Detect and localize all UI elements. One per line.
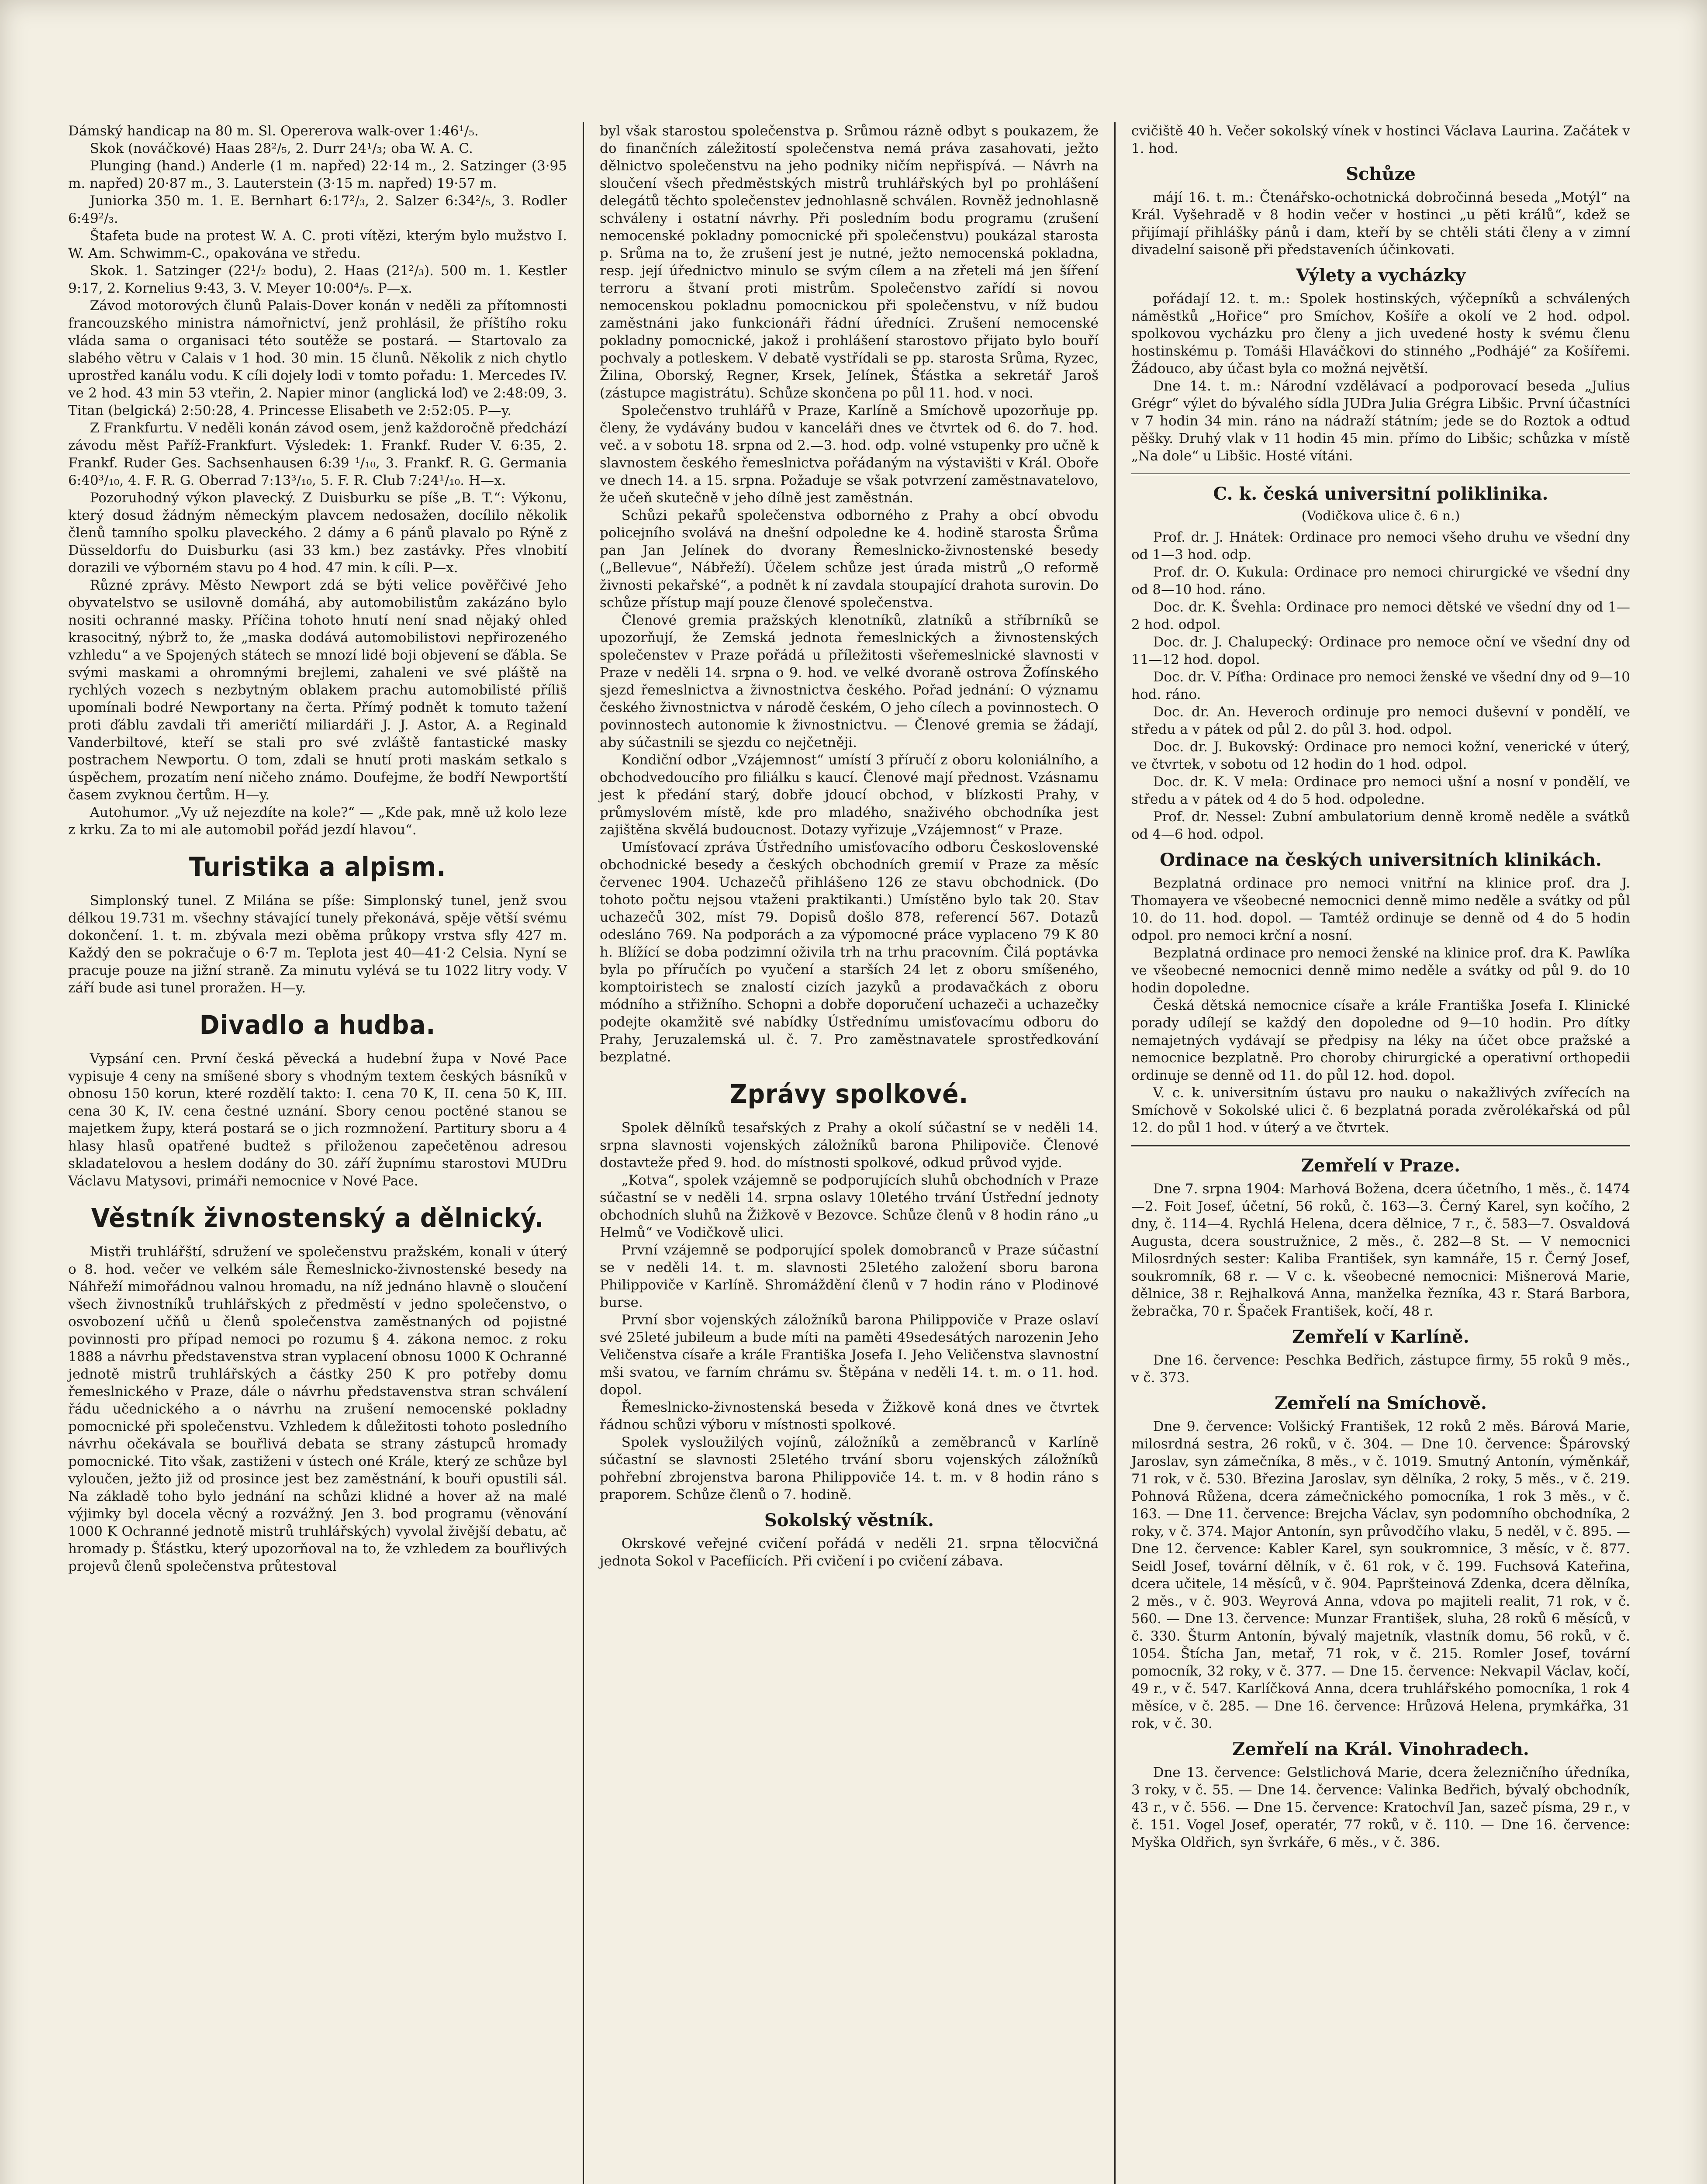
paragraph: Závod motorových člunů Palais-Dover konán v neděli za přítomnosti francouzského ministra námořnictví, jenž prohlásil, že příštího roku vláda sama o organisaci této soutěže se postará. — Startovalo za slabého větru v Calais v 1 hod. 30 min. 15 člunů. Několik z nich chytlo uprostřed kanálu vodu. K cíli dojely lodi v tomto pořadu: 1. Mercedes IV. ve 2 hod. 43 min 53 vteřin, 2. Napier minor (anglická loď) ve 2:48:09, 3. Titan (belgická) 2:50:28, 4. Princesse Elisabeth ve 2:52:05. P—y. (68, 298, 567, 418)
paragraph: Dne 7. srpna 1904: Marhová Božena, dcera účetního, 1 měs., č. 1474—2. Foit Josef, účetní, 56 roků, č. 163—3. Černý Karel, syn kočího, 2 dny, č. 114—4. Rychlá Helena, dcera dělnice, 7 r., č. 583—7. Osvaldová Augusta, dcera soustružnice, 2 měs., č. 282—8 St. — V nemocnici Milosrdných sester: Kaliba František, syn kamnáře, 15 r. Černý Josef, soukromník, 68 r. — V c. k. všeobecné nemocnici: Mišnerová Marie, dělnice, 38 r. Rejhalková Anna, manželka řezníka, 43 r. Stará Barbora, žebračka, 70 r. Špaček František, kočí, 48 r. (1131, 1181, 1630, 1319)
paragraph: Česká dětská nemocnice císaře a krále Františka Josefa I. Klinické porady udílejí se každý den dopoledne od 9—10 hodin. Pro dítky nemajetných vydávají se předpisy na léky na účet obce pražské a nemocnice bezplatně. Pro choroby chirurgické a operativní orthopedii ordinuje se denně od 11. do půl 12. hod. dopol. (1131, 998, 1630, 1083)
paragraph: Mistři truhlářští, sdružení ve společenstvu pražském, konali v úterý o 8. hod. večer ve velkém sále Řemeslnicko-živnostenské besedy na Náhřeží mimořádnou valnou hromadu, na níž jednáno hlavně o sloučení všech živnostníků truhlářských z předměstí v jedno společenstvo, o osvobození učňů u členů společenstva zaměstnaných od pojistné povinnosti pro případ nemoci po rozumu § 4. zákona nemoc. z roku 1888 a návrhu představenstva stran vyplacení obnosu 1000 K Ochranné jednotě mistrů truhlářských a částky 250 K pro potřeby domu řemeslnického v Praze, dále o návrhu představenstva stran schválení řádu učednického a o návrhu na zrušení nemocenské pokladny pomocnické při společenstvu. Vzhledem k důležitosti tohoto posledního návrhu očekávala se bouřlivá debata se strany zástupců hromady pomocnické. Tito však, zastiženi v ústech oné Krále, který ze schůze byl vyloučen, ježto již od prosince jest bez zaměstnání, k bouři opustili sál. Na základě toho bylo jednání na schůzi klidné a hover až na malé výjimky byl docela věcný a rozvážný. Jen 3. bod programu (věnování 1000 K Ochranné jednotě mistrů truhlářských) vyvolal živější debatu, ač hromady p. Šťástku, který upozorňoval na to, že vzhledem za bouřlivých projevů členů společenstva průtestoval (68, 1244, 567, 1574)
paragraph: Kondiční odbor „Vzájemnost“ umístí 3 příručí z oboru koloniálního, a obchodvedoucího pro filiálku s kaucí. Členové mají přednost. Vzásnamu jest k předání starý, dobře jdoucí obchod, v blízkosti Prahy, v průmyslovém místě, kde pro mladého, snaživého obchodníka jest zajištěna skvělá budoucnost. Dotazy vyřizuje „Vzájemnost“ v Praze. (600, 752, 1099, 838)
paragraph: První sbor vojenských záložníků barona Philippoviče v Praze oslaví své 25leté jubileum a bude míti na paměti 49sedesátých narozenin Jeho Veličenstva císaře a krále Františka Josefa I. Jeho Veličenstva slavnostní mši svatou, ve farním chrámu sv. Štěpána v neděli 14. t. m. o 11. hod. dopol. (600, 1312, 1099, 1398)
columns (52, 122, 1646, 2184)
paragraph: Dámský handicap na 80 m. Sl. Opererova walk-over 1:46¹/₅. (68, 123, 479, 139)
section-heading-tourism: Turistika a alpism. (189, 852, 446, 882)
paragraph: byl však starostou společenstva p. Srůmou rázně odbyt s poukazem, že do finančních záležitostí společenstva nemá práva zasahovati, ježto dělnictvo společenstvu na jeho podniky ničím nepřispívá. — Návrh na sloučení všech předměstských mistrů truhlářských byl po prohlášení delegátů těchto společenstev jednohlasně schválen. Rovněž jednohlasně schváleny i ostatní návrhy. Při posledním bodu programu (zrušení nemocenské pokladny pomocnické při společenstvu) poukázal starosta p. Srůma na to, že zrušení jest je nutné, ježto nemocenská pokladna, resp. její úřednictvo minulo se svým cílem a na zřeteli má jen šíření terroru a štvaní proti mistrům. Společenstvo zařídí si novou nemocenskou pokladnu pomocnickou při společenstvu, v níž budou zaměstnáni jako funkcionáři řádní úředníci. Zrušení nemocenské pokladny pomocnické, jakož i prohlášení starostovo přijato bylo bouří pochvaly a potleskem. V debatě vystřídali se pp. starosta Srůma, Ryzec, Žilina, Oborský, Regner, Krsek, Jelínek, Šťástka a sekretář Jaroš (zástupce magistrátu). Schůze skončena po půl 11. hod. v noci. (600, 123, 1099, 401)
paragraph: Společenstvo truhlářů v Praze, Karlíně a Smíchově upozorňuje pp. členy, že vydávány budou v kanceláři dnes ve čtvrtek od 6. do 7. hod. več. a v sobotu 18. srpna od 2.—3. hod. odp. volné vstupenky pro učně k slavnostem českého řemeslnictva pořádaným na výstavišti v Král. Oboře ve dnech 14. a 15. srpna. Požaduje se však potvrzení zaměstnavatelovo, že učeň skutečně v jeho dílně jest zaměstnán. (600, 403, 1099, 506)
paragraph: Juniorka 350 m. 1. E. Bernhart 6:17²/₃, 2. Salzer 6:34²/₅, 3. Rodler 6:49²/₃. (68, 193, 567, 226)
paragraph: Členové gremia pražských klenotníků, zlatníků a stříbrníků se upozorňují, že Zemská jednota řemeslnických a živnostenských společenstev v Praze pořádá u příležitosti všeřemeslnické slavnosti v Praze v neděli 14. srpna o 9. hod. ve velké dvoraně ostrova Žofínského sjezd řemeslnictva a živnostnictva českého. Pořad jednání: O významu českého živnostnictva v národě českém, O jeho cílech a povinnostech. O povinnostech autonomie k živnostnictvu. — Členové gremia se žádají, aby súčastnili se sjezdu co nejčetněji. (600, 612, 1099, 750)
paragraph: Štafeta bude na protest W. A. C. proti vítězi, kterým bylo mužstvo I. W. Am. Schwimm-C., opakována ve středu. (68, 228, 567, 261)
section-heading-trips: Výlety a vycházky (1296, 265, 1466, 286)
section-heading-meetings: Schůze (1346, 164, 1416, 184)
paragraph: Spolek dělníků tesařských z Prahy a okolí súčastní se v neděli 14. srpna slavnosti vojenských záložníků barona Philipoviče. Členové dostavteže před 9. hod. do místnosti spolkové, odkud průvod vyjde. (600, 1120, 1099, 1171)
section-heading-deaths-vinohrady: Zemřelí na Král. Vinohradech. (1232, 1739, 1529, 1759)
paragraph: májí 16. t. m.: Čtenářsko-ochotnická dobročinná beseda „Motýl“ na Král. Vyšehradě v 8 hodin večer v hostinci „u pěti králů“, kdež se přijímají přihlášky pánů i dam, kteří by se chtěli státi členy a v zimní divadelní saisoně při představeních účinkovati. (1131, 190, 1630, 258)
paragraph: Dne 13. července: Gelstlichová Marie, dcera železničního úředníka, 3 roky, v č. 55. — Dne 14. července: Valinka Bedřich, bývalý obchodník, 43 r., v č. 556. — Dne 15. července: Kratochvíl Jan, sazeč písma, 29 r., v č. 151. Vogel Josef, operatér, 77 roků, v č. 110. — Dne 16. července: Myška Oldřich, syn švrkáře, 6 měs., v č. 386. (1131, 1765, 1630, 1850)
paragraph: Dne 9. července: Volšický František, 12 roků 2 měs. Bárová Marie, milosrdná sestra, 26 roků, v č. 304. — Dne 10. července: Špárovský Jaroslav, syn zámečníka, 8 měs., v č. 1019. Smutný Antonín, výměnkář, 71 rok, v č. 530. Březina Jaroslav, syn dělníka, 2 roky, 5 měs., v č. 219. Pohnová Růžena, dcera zámečnického pomocníka, 1 rok 3 měs., v č. 163. — Dne 11. července: Brejcha Václav, syn podomního obchodníka, 2 roky, v č. 374. Major Antonín, syn průvodčího vlaku, 5 neděl, v č. 895. — Dne 12. července: Kabler Karel, syn soukromnice, 3 měsíc, v č. 877. Seidl Josef, tovární dělník, v č. 61 rok, v č. 199. Fuchsová Kateřina, dcera učitele, 14 měsíců, v č. 904. Papršteinová Zdenka, dcera dělníka, 2 měs., v č. 903. Weyrová Anna, vdova po majiteli realit, 71 rok, v č. 560. — Dne 13. července: Munzar František, sluha, 28 roků 6 měsíců, v č. 330. Šturm Antonín, bývalý majetník, vlastník domu, 56 roků, v č. 1054. Štícha Jan, metař, 71 rok, v č. 215. Romler Josef, tovární pomocník, 32 roky, v č. 377. — Dne 15. července: Nekvapil Václav, kočí, 49 r., v č. 547. Karlíčková Anna, dcera truhlářského pomocníka, 1 rok 4 měsíce, v č. 285. — Dne 16. července: Hrůzová Helena, prymkářka, 31 rok, v č. 30. (1131, 1419, 1630, 1731)
paragraph: Plunging (hand.) Anderle (1 m. napřed) 22·14 m., 2. Satzinger (3·95 m. napřed) 20·87 m., 3. Lauterstein (3·15 m. napřed) 19·57 m. (68, 158, 567, 191)
paragraph: Bezplatná ordinace pro nemoci ženské na klinice prof. dra K. Pawlíka ve všeobecné nemocnici denně mimo neděle a svátky od půl 9. do 10 hodin dopoledne. (1131, 945, 1630, 996)
paragraph: Řemeslnicko-živnostenská beseda v Žižkově koná dnes ve čtvrtek řádnou schůzi výboru v místnosti spolkové. (600, 1400, 1099, 1433)
paragraph: V. c. k. universitním ústavu pro nauku o nakažlivých zvířecích na Smíchově v Sokolské ulici č. 6 bezplatná porada zvěrolékařská od půl 12. do půl 1 hod. v úterý a ve čtvrtek. (1131, 1085, 1630, 1136)
section-heading-deaths-smichov: Zemřelí na Smíchově. (1275, 1393, 1487, 1413)
paragraph: Doc. dr. V. Píťha: Ordinace pro nemoci ženské ve všední dny od 9—10 hod. ráno. (1131, 669, 1630, 702)
paragraph: Autohumor. „Vy už nejezdíte na kole?“ — „Kde pak, mně už kolo leze z krku. Za to mi ale automobil pořád jezdí hlavou“. (68, 805, 567, 838)
paragraph: Doc. dr. J. Bukovský: Ordinace pro nemoci kožní, venerické v úterý, ve čtvrtek, v sobotu od 12 hodin do 1 hod. odpol. (1131, 739, 1630, 772)
section-heading-deaths-prague: Zemřelí v Praze. (1301, 1155, 1461, 1176)
paragraph: Okrskové veřejné cvičení pořádá v neděli 21. srpna tělocvičná jednota Sokol v Pacefíicích. Při cvičení i po cvičení zábava. (600, 1536, 1099, 1569)
paragraph: Doc. dr. J. Chalupecký: Ordinace pro nemoce oční ve všední dny od 11—12 hod. dopol. (1131, 634, 1630, 667)
paragraph: Doc. dr. K. Švehla: Ordinace pro nemoci dětské ve všední dny od 1—2 hod. odpol. (1131, 599, 1630, 632)
section-heading-clinic-ordinations: Ordinace na českých universitních klinikách. (1160, 850, 1602, 870)
divider (1131, 1145, 1630, 1147)
paragraph: cvičiště 40 h. Večer sokolský vínek v hostinci Václava Laurina. Začátek v 1. hod. (1131, 123, 1630, 156)
paragraph: Skok. 1. Satzinger (22¹/₂ bodu), 2. Haas (21²/₃). 500 m. 1. Kestler 9:17, 2. Kornelius 9:43, 3. V. Meyer 10:00⁴/₅. P—x. (68, 263, 567, 296)
paragraph: Schůzi pekařů společenstva odborného z Prahy a obcí obvodu policejního svolává na dnešní odpoledne ke 4. hodině starosta Šrůma pan Jan Jelínek do dvorany Řemeslnicko-živnostenské besedy („Bellevue“, Nábřeží). Účelem schůze jest úrada mistrů „O reformě živnosti pekařské“, a podnět k ní zavdala stoupající drahota surovin. Do schůze přístup mají pouze členové společenstva. (600, 508, 1099, 611)
paragraph: Různé zprávy. Město Newport zdá se býti velice pověřčivé Jeho obyvatelstvo se usilovně domáhá, aby automobilistům zakázáno bylo nositi ochranné masky. Příčina tohoto hnutí není snad nějaký ohled krasocitný, nýbrž to, že „maska dodává automobilistovi nepřirozeného vzhledu“ a ve Spojených státech se mnozí lidé boji objevení se ďábla. Se svými maskami a ohromnými brejlemi, zahaleni ve své pláště na rychlých vozech s nezbytným oblakem prachu automobilisté příliš upomínali bodré Newportany na čerta. Přímý podnět k tomuto tažení proti ďáblu zavdali tři američtí miliardáři J. J. Astor, A. a Reginald Vanderbiltové, kteří se stali pro své zvláště fantastické masky postrachem Newportu. O tom, zdali se hnutí proti maskám setkalo s úspěchem, prozatím není ničeho známo. Doufejme, že bodří Newportští časem zvyknou čertům. H—y. (68, 577, 567, 803)
section-heading-trade: Věstník živnostenský a dělnický. (91, 1203, 544, 1234)
section-heading-deaths-karlin: Zemřelí v Karlíně. (1292, 1327, 1469, 1347)
paragraph: Vypsání cen. První česká pěvecká a hudební župa v Nové Pace vypisuje 4 ceny na smíšené sbory s vhodným textem českých básníků v obnosu 150 korun, které rozdělí takto: I. cena 70 K, II. cena 50 K, III. cena 30 K, IV. cena čestné uznání. Sbory cenou poctěné stanou se majetkem župy, která postará se o jich rozmnožení. Partitury sboru a 4 hlasy hlasů opatřené budtež s přiloženou zapečetěnou adresou skladatelovou a heslem dodány do 30. září župnímu starostovi MUDru Václavu Matysovi, primáři nemocnice v Nové Pace. (68, 1051, 567, 1189)
paragraph: Pozoruhodný výkon plavecký. Z Duisburku se píše „B. T.“: Výkonu, který dosud žádným německým plavcem nedosažen, docílilo několik členů tamního spolku plaveckého. 2 dámy a 6 pánů plavalo po Rýně z Düsseldorfu do Duisburku (asi 33 km.) bez zastávky. Přes vlnobití dorazili ve výborném stavu po 4 hod. 47 min. k cíli. P—x. (68, 490, 567, 576)
paragraph: „Kotva“, spolek vzájemně se podporujících sluhů obchodních v Praze súčastní se v neděli 14. srpna oslavy 10letého trvání Ústřední jednoty obchodních sluhů na Žižkově v Bezovce. Schůze členů v 8 hodin ráno „u Helmů“ ve Vodičkově ulici. (600, 1172, 1099, 1241)
paragraph: Doc. dr. K. V mela: Ordinace pro nemoci ušní a nosní v pondělí, ve středu a v pátek od 4 do 5 hod. odpoledne. (1131, 774, 1630, 807)
paragraph: Prof. dr. Nessel: Zubní ambulatorium denně kromě neděle a svátků od 4—6 hod. odpol. (1131, 809, 1630, 842)
paragraph: Doc. dr. An. Heveroch ordinuje pro nemoci duševní v pondělí, ve středu a v pátek od půl 2. do půl 3. hod. odpol. (1131, 704, 1630, 737)
column-sports-theatre-trade (52, 122, 583, 2184)
paragraph: Skok (nováčkové) Haas 28²/₅, 2. Durr 24¹/₃; oba W. A. C. (90, 141, 473, 156)
section-heading-theatre: Divadlo a hudba. (199, 1010, 436, 1040)
paragraph: Prof. dr. J. Hnátek: Ordinace pro nemoci všeho druhu ve všední dny od 1—3 hod. odp. (1131, 529, 1630, 563)
paragraph: Spolek vysloužilých vojínů, záložníků a zeměbranců v Karlíně súčastní se slavnosti 25letého trvání sboru vojenských záložníků pohřební zbrojenstva barona Philippoviče 14. t. m. v 8 hodin ráno s praporem. Schůze členů o 7. hodině. (600, 1434, 1099, 1503)
paragraph: První vzájemně se podporující spolek domobranců v Praze súčastní se v neděli 14. t. m. slavnosti 25letého založení sboru barona Philippoviče v Karlíně. Shromáždění členů v 7 hodin ráno v Plodinové burse. (600, 1242, 1099, 1310)
section-heading-sokol: Sokolský věstník. (764, 1510, 934, 1531)
column-notices-deaths (1114, 122, 1646, 2184)
column-trade-societies (583, 122, 1114, 2184)
section-heading-societies: Zprávy spolkové. (729, 1079, 969, 1109)
paragraph: Bezplatná ordinace pro nemoci vnitřní na klinice prof. dra J. Thomayera ve všeobecné nemocnici denně mimo neděle a svátky od půl 10. do 11. hod. dopol. — Tamtéž ordinuje se denně od 4 do 5 hodin odpol. pro nemoci krční a nosní. (1131, 875, 1630, 943)
section-subheading-clinic: (Vodičkova ulice č. 6 n.) (1301, 508, 1460, 524)
paragraph: Z Frankfurtu. V neděli konán závod osem, jenž každoročně předchází závodu měst Paříž-Frankfurt. Výsledek: 1. Frankf. Ruder V. 6:35, 2. Frankf. Ruder Ges. Sachsenhausen 6:39 ¹/₁₀, 3. Frankf. R. G. Germania 6:40³/₁₀, 4. F. R. G. Oberrad 7:13³/₁₀, 5. F. R. Club 7:24¹/₁₀. H—x. (68, 420, 567, 488)
section-heading-clinic: C. k. česká universitní poliklinika. (1213, 484, 1548, 504)
divider (1131, 473, 1630, 475)
paragraph: Umísťovací zpráva Ústředního umisťovacího odboru Československé obchodnické besedy a českých obchodních gremií v Praze za měsíc červenec 1904. Uchazečů přihlášeno 126 ze stavu obchodnick. (Do tohoto počtu nejsou vtaženi praktikanti.) Umístěno bylo tak 20. Stav uchazečů 302, míst 79. Dopisů došlo 878, referencí 567. Dotazů odesláno 769. Na podporách a za výpomocné práce vyplaceno 79 K 80 h. Blížící se doba podzimní oživila trh na trhu pracovním. Čilá poptávka byla po příručích po vyučení a starších 24 let z oboru smíšeného, komptoiristech se znalostí cizích jazyků a prodavačkách z oboru módního a střižního. Schopni a dobře doporučení uchazeči a uchazečky podejte okamžitě své nabídky Ústřednímu umisťovacímu odboru do Prahy, Jeruzalemská ul. č. 7. Pro zaměstnavatele sprostředkování bezplatné. (600, 840, 1099, 1065)
paragraph: Simplonský tunel. Z Milána se píše: Simplonský tunel, jenž svou délkou 19.731 m. všechny stávající tunely překonává, spěje větší svému dokončení. 1. t. m. zbývala mezi oběma průkopy vrstva sfly 427 m. Každý den se pokračuje o 6·7 m. Teplota jest 40—41·2 Celsia. Nyní se pracuje pouze na jižní straně. Za minutu vylévá se tu 1022 litry vody. V září bude asi tunel proražen. H—y. (68, 893, 567, 996)
paragraph: Dne 14. t. m.: Národní vzdělávací a podporovací beseda „Julius Grégr“ výlet do bývalého sídla JUDra Julia Grégra Libšic. První účastníci v 7 hodin 34 min. ráno na nádraží státním; jede se do Roztok a odtud pěšky. Druhý vlak v 11 hodin 45 min. přímo do Libšic; schůzka v místě „Na dole“ u Libšic. Hosté vítáni. (1131, 378, 1630, 464)
paragraph: Dne 16. července: Peschka Bedřich, zástupce firmy, 55 roků 9 měs., v č. 373. (1131, 1352, 1630, 1386)
paragraph: Prof. dr. O. Kukula: Ordinace pro nemoci chirurgické ve všední dny od 8—10 hod. ráno. (1131, 564, 1630, 598)
paragraph: pořádají 12. t. m.: Spolek hostinských, výčepníků a schválených náměstků „Hořice“ pro Smíchov, Košíře a okolí ve 2 hod. odpol. spolkovou vycházku pro členy a jich uvedené hosty k svému členu hostinskému p. Tomáši Hlaváčkovi do stinného „Podhájé“ za Košířemi. Žádouco, aby účast byla co možná největší. (1131, 291, 1630, 377)
